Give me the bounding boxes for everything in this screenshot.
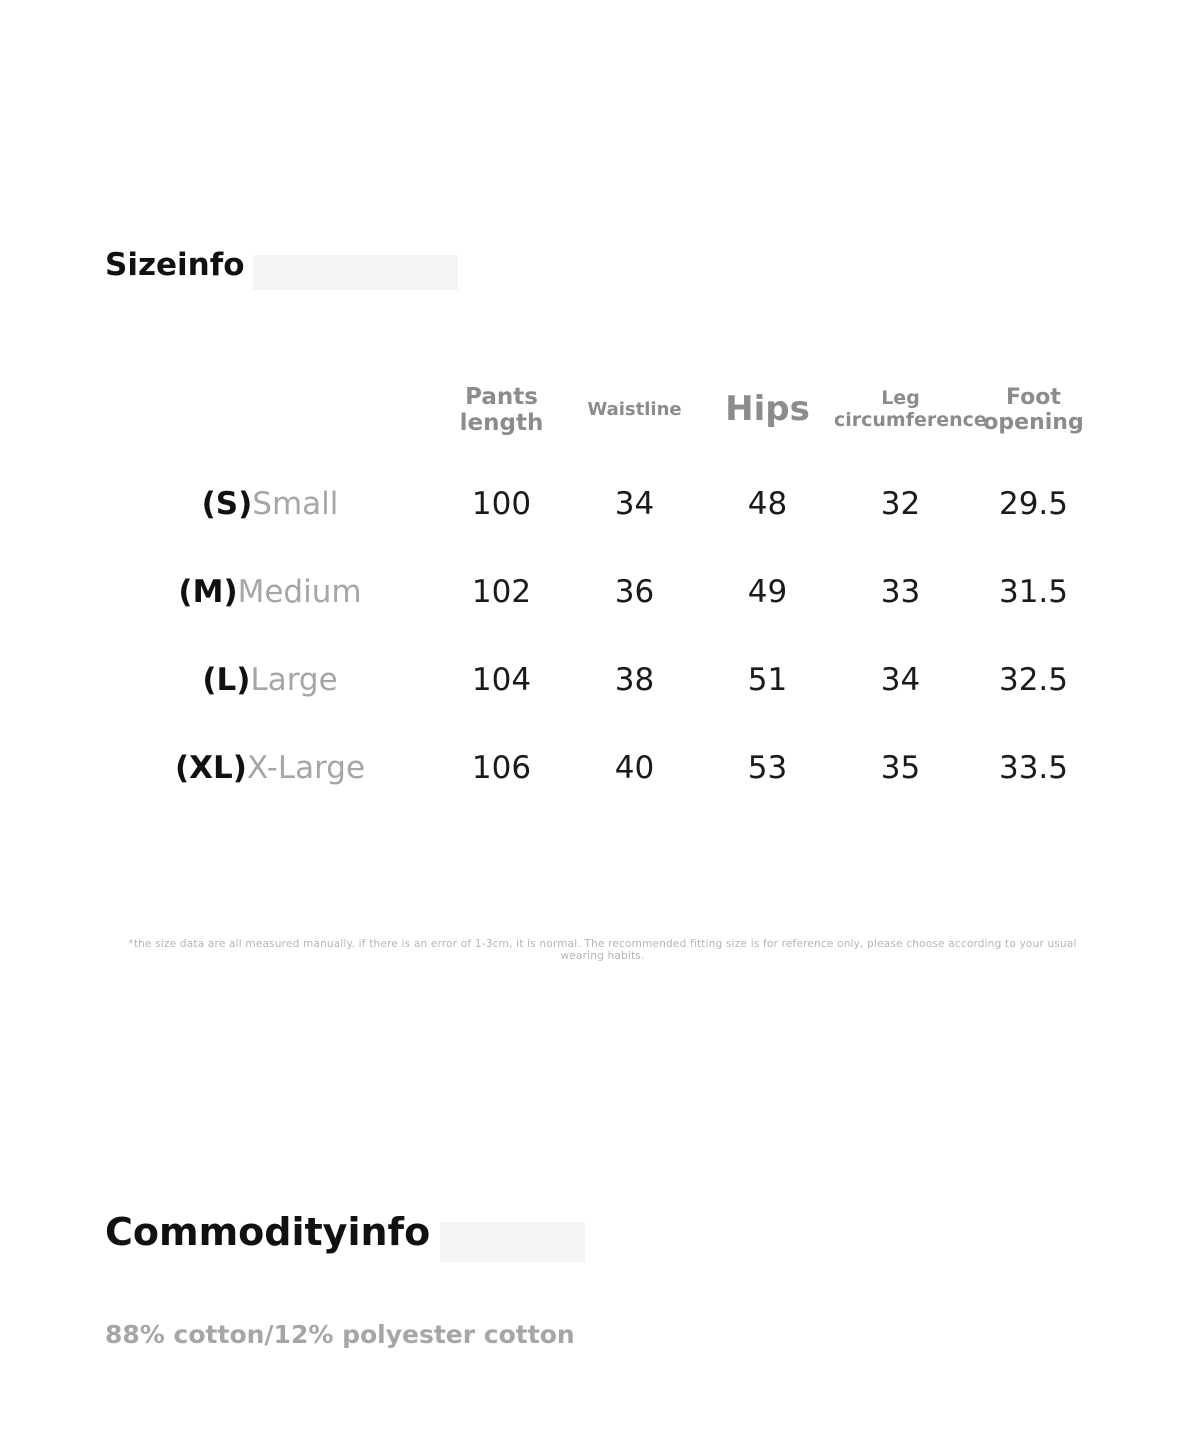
cell-pants-length: 102 — [471, 574, 532, 610]
sizeinfo-title-highlight — [253, 255, 458, 290]
cell-leg-circumference: 35 — [880, 750, 921, 786]
size-code: (L) — [202, 662, 251, 698]
cell-leg-circumference: 32 — [880, 486, 921, 522]
size-chart-table — [105, 360, 1100, 812]
row-size-label-s — [105, 460, 435, 548]
cell-foot-opening: 33.5 — [998, 750, 1069, 786]
cell-leg-circumference: 34 — [880, 662, 921, 698]
size-code: (M) — [178, 574, 238, 610]
cell-waistline: 36 — [614, 574, 655, 610]
cell-waistline: 40 — [614, 750, 655, 786]
column-header-pants-length: Pants length — [459, 383, 544, 436]
cell-hips: 49 — [747, 574, 788, 610]
size-name: Large — [250, 662, 338, 698]
commodityinfo-title-highlight — [440, 1222, 585, 1262]
size-code: (XL) — [174, 750, 247, 786]
row-size-label-l — [105, 636, 435, 724]
column-header-foot-opening: Foot opening — [983, 384, 1084, 435]
table-header-row — [105, 360, 1100, 460]
cell-pants-length: 100 — [471, 486, 532, 522]
cell-hips: 51 — [747, 662, 788, 698]
cell-pants-length: 106 — [471, 750, 532, 786]
cell-leg-circumference: 33 — [880, 574, 921, 610]
row-size-label-m — [105, 548, 435, 636]
size-name: Medium — [237, 574, 362, 610]
column-header-waistline: Waistline — [587, 398, 682, 420]
size-code: (S) — [201, 486, 253, 522]
measurement-disclaimer: *the size data are all measured manually. if there is an error of 1-3cm, it is normal. The recommended fitting size is for reference only, please choose according to your usual wearing habits. — [128, 938, 1077, 962]
cell-foot-opening: 32.5 — [998, 662, 1069, 698]
cell-foot-opening: 29.5 — [998, 486, 1069, 522]
sizeinfo-heading: Sizeinfo — [105, 247, 245, 283]
commodityinfo-heading: Commodityinfo — [105, 1210, 431, 1254]
column-header-leg-circumference: Leg circumference — [834, 387, 987, 431]
cell-waistline: 34 — [614, 486, 655, 522]
table-row — [105, 460, 1100, 548]
size-chart-body — [105, 460, 1100, 812]
table-row — [105, 636, 1100, 724]
cell-hips: 53 — [747, 750, 788, 786]
cell-hips: 48 — [747, 486, 788, 522]
table-row — [105, 548, 1100, 636]
size-chart-header — [105, 360, 1100, 460]
row-size-label-xl — [105, 724, 435, 812]
column-header-size — [105, 360, 435, 460]
size-name: X-Large — [246, 750, 366, 786]
table-row — [105, 724, 1100, 812]
cell-waistline: 38 — [614, 662, 655, 698]
cell-pants-length: 104 — [471, 662, 532, 698]
cell-foot-opening: 31.5 — [998, 574, 1069, 610]
commodity-material-text: 88% cotton/12% polyester cotton — [105, 1320, 575, 1349]
column-header-hips: Hips — [725, 389, 810, 430]
size-name: Small — [252, 486, 339, 522]
